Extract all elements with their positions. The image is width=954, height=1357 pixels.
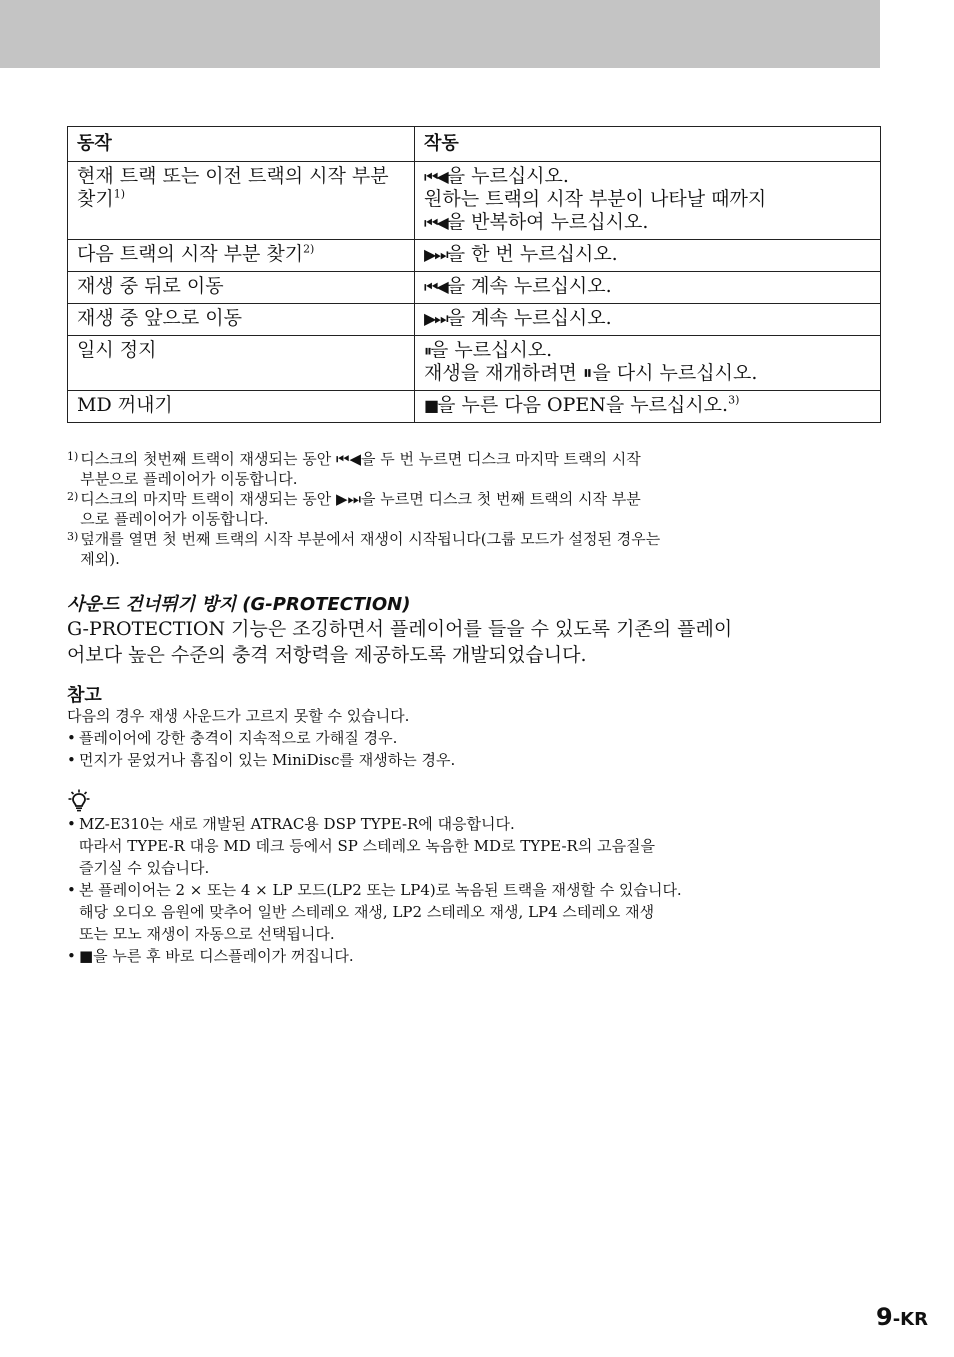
result-line — [424, 243, 871, 266]
tip-line: 따라서 TYPE-R 대응 MD 데크 등에서 SP 스테레오 녹음한 MD로 TYPE-R의 고음질을 — [79, 837, 656, 855]
result-line — [424, 362, 871, 385]
result-cell — [415, 240, 881, 272]
footnote-line: 부분으로 플레이어가 이동합니다. — [80, 470, 298, 488]
result-line — [424, 275, 871, 298]
section-body — [67, 616, 882, 668]
tip-line: ■을 누른 후 바로 디스플레이가 꺼집니다. — [79, 947, 354, 965]
result-line — [424, 339, 871, 362]
button-symbol-icon: ⏮◀ — [424, 213, 447, 232]
footnote-ref: 1) — [113, 187, 126, 201]
page-number — [876, 1303, 928, 1331]
footnote-body — [80, 449, 882, 489]
footnote-line: 제외). — [80, 550, 120, 568]
button-symbol-icon: ⏸ — [424, 341, 431, 360]
action-cell — [68, 391, 415, 423]
footnote-line: 으로 플레이어가 이동합니다. — [80, 510, 269, 528]
action-cell — [68, 336, 415, 391]
note-intro: 다음의 경우 재생 사운드가 고르지 못할 수 있습니다. — [67, 707, 410, 725]
column-header-result: 작동 — [415, 127, 881, 162]
column-header-action: 동작 — [68, 127, 415, 162]
result-cell — [415, 272, 881, 304]
tip-text — [79, 945, 882, 967]
list-item — [67, 945, 882, 967]
result-text: 재생을 재개하려면 ⏸을 다시 누르십시오. — [424, 362, 758, 384]
result-text: 을 계속 누르십시오. — [446, 307, 612, 329]
table-row — [68, 240, 881, 272]
tip-text — [79, 813, 882, 879]
action-text: 다음 트랙의 시작 부분 찾기 — [77, 243, 304, 265]
result-line — [424, 211, 871, 234]
tips-list — [67, 813, 882, 967]
action-text: 현재 트랙 또는 이전 트랙의 시작 부분 찾기 — [77, 165, 389, 210]
result-text: 을 누른 다음 OPEN을 누르십시오. — [437, 394, 729, 416]
section-line: G-PROTECTION 기능은 조깅하면서 플레이어를 들을 수 있도록 기존의 플레이 — [67, 618, 733, 640]
footnote-ref: 2) — [303, 242, 315, 256]
action-cell — [68, 304, 415, 336]
button-symbol-icon: ⏮◀ — [424, 167, 447, 186]
section-line: 어보다 높은 수준의 충격 저항력을 제공하도록 개발되었습니다. — [67, 644, 587, 666]
footnote-body — [80, 529, 882, 569]
action-text: 재생 중 앞으로 이동 — [77, 307, 242, 329]
footnote-mark: 1) — [67, 450, 79, 463]
action-text: 일시 정지 — [77, 339, 157, 361]
footnotes — [67, 449, 882, 569]
result-text: 을 반복하여 누르십시오. — [446, 211, 649, 233]
footnote-line: 덮개를 열면 첫 번째 트랙의 시작 부분에서 재생이 시작됩니다(그룹 모드가 설정된 경우는 — [80, 530, 661, 548]
note-body — [67, 705, 882, 771]
action-text: 재생 중 뒤로 이동 — [77, 275, 224, 297]
button-symbol-icon: ■ — [424, 396, 438, 415]
tip-text — [79, 879, 882, 945]
table-row — [68, 162, 881, 240]
footnote-line: 디스크의 마지막 트랙이 재생되는 동안 ▶⏭을 누르면 디스크 첫 번째 트랙의 시작 부분 — [80, 490, 641, 508]
header-bar — [0, 0, 880, 68]
table-row — [68, 304, 881, 336]
tip-line: 또는 모노 재생이 자동으로 선택됩니다. — [79, 925, 335, 943]
table-row — [68, 336, 881, 391]
footnote — [67, 449, 882, 489]
page-number-value: 9 — [876, 1303, 893, 1331]
tip-line: 즐기실 수 있습니다. — [79, 859, 210, 877]
result-text: 을 계속 누르십시오. — [446, 275, 612, 297]
list-item — [67, 879, 882, 945]
action-text: MD 꺼내기 — [77, 394, 173, 416]
result-text: 원하는 트랙의 시작 부분이 나타날 때까지 — [424, 188, 767, 210]
bullet-dot: • — [67, 947, 76, 965]
bullet-dot: • — [67, 815, 76, 833]
result-line — [424, 307, 871, 330]
note-bullet: 먼지가 묻었거나 흠집이 있는 MiniDisc를 재생하는 경우. — [79, 751, 456, 769]
table-header-row — [68, 127, 881, 162]
footnote-mark: 2) — [67, 490, 79, 503]
table-row — [68, 272, 881, 304]
tip-line: 본 플레이어는 2 × 또는 4 × LP 모드(LP2 또는 LP4)로 녹음된 트랙을 재생할 수 있습니다. — [79, 881, 682, 899]
bullet-dot: • — [67, 881, 76, 899]
result-line — [424, 188, 871, 211]
result-cell — [415, 162, 881, 240]
action-cell — [68, 162, 415, 240]
button-symbol-icon: ▶⏭ — [424, 245, 447, 264]
footnote-body — [80, 489, 882, 529]
result-line — [424, 394, 871, 417]
result-text: 을 누르십시오. — [430, 339, 553, 361]
lightbulb-icon — [68, 789, 90, 813]
footnote-mark: 3) — [67, 530, 79, 543]
button-symbol-icon: ▶⏭ — [424, 309, 447, 328]
footnote-ref: 3) — [728, 393, 740, 407]
result-line — [424, 165, 871, 188]
list-item — [67, 813, 882, 879]
table-row — [68, 391, 881, 423]
action-cell — [68, 240, 415, 272]
result-cell — [415, 336, 881, 391]
result-text: 을 한 번 누르십시오. — [446, 243, 618, 265]
list-item: • 플레이어에 강한 충격이 지속적으로 가해질 경우. — [67, 727, 882, 749]
operations-table — [67, 126, 881, 423]
section-title: 사운드 건너뛰기 방지 (G-PROTECTION) — [67, 594, 411, 615]
tip-line: 해당 오디오 음원에 맞추어 일반 스테레오 재생, LP2 스테레오 재생, LP4 스테레오 재생 — [79, 903, 655, 921]
list-item: • 먼지가 묻었거나 흠집이 있는 MiniDisc를 재생하는 경우. — [67, 749, 882, 771]
footnote — [67, 489, 882, 529]
button-symbol-icon: ⏮◀ — [424, 277, 447, 296]
action-cell — [68, 272, 415, 304]
result-text: 을 누르십시오. — [446, 165, 569, 187]
page-number-suffix: -KR — [892, 1309, 928, 1330]
note-bullet: 플레이어에 강한 충격이 지속적으로 가해질 경우. — [79, 729, 398, 747]
footnote — [67, 529, 882, 569]
footnote-line: 디스크의 첫번째 트랙이 재생되는 동안 ⏮◀을 두 번 누르면 디스크 마지막 트랙의 시작 — [80, 450, 641, 468]
result-cell — [415, 304, 881, 336]
tip-line: MZ-E310는 새로 개발된 ATRAC용 DSP TYPE-R에 대응합니다. — [79, 815, 515, 833]
note-title: 참고 — [67, 685, 102, 706]
result-cell — [415, 391, 881, 423]
